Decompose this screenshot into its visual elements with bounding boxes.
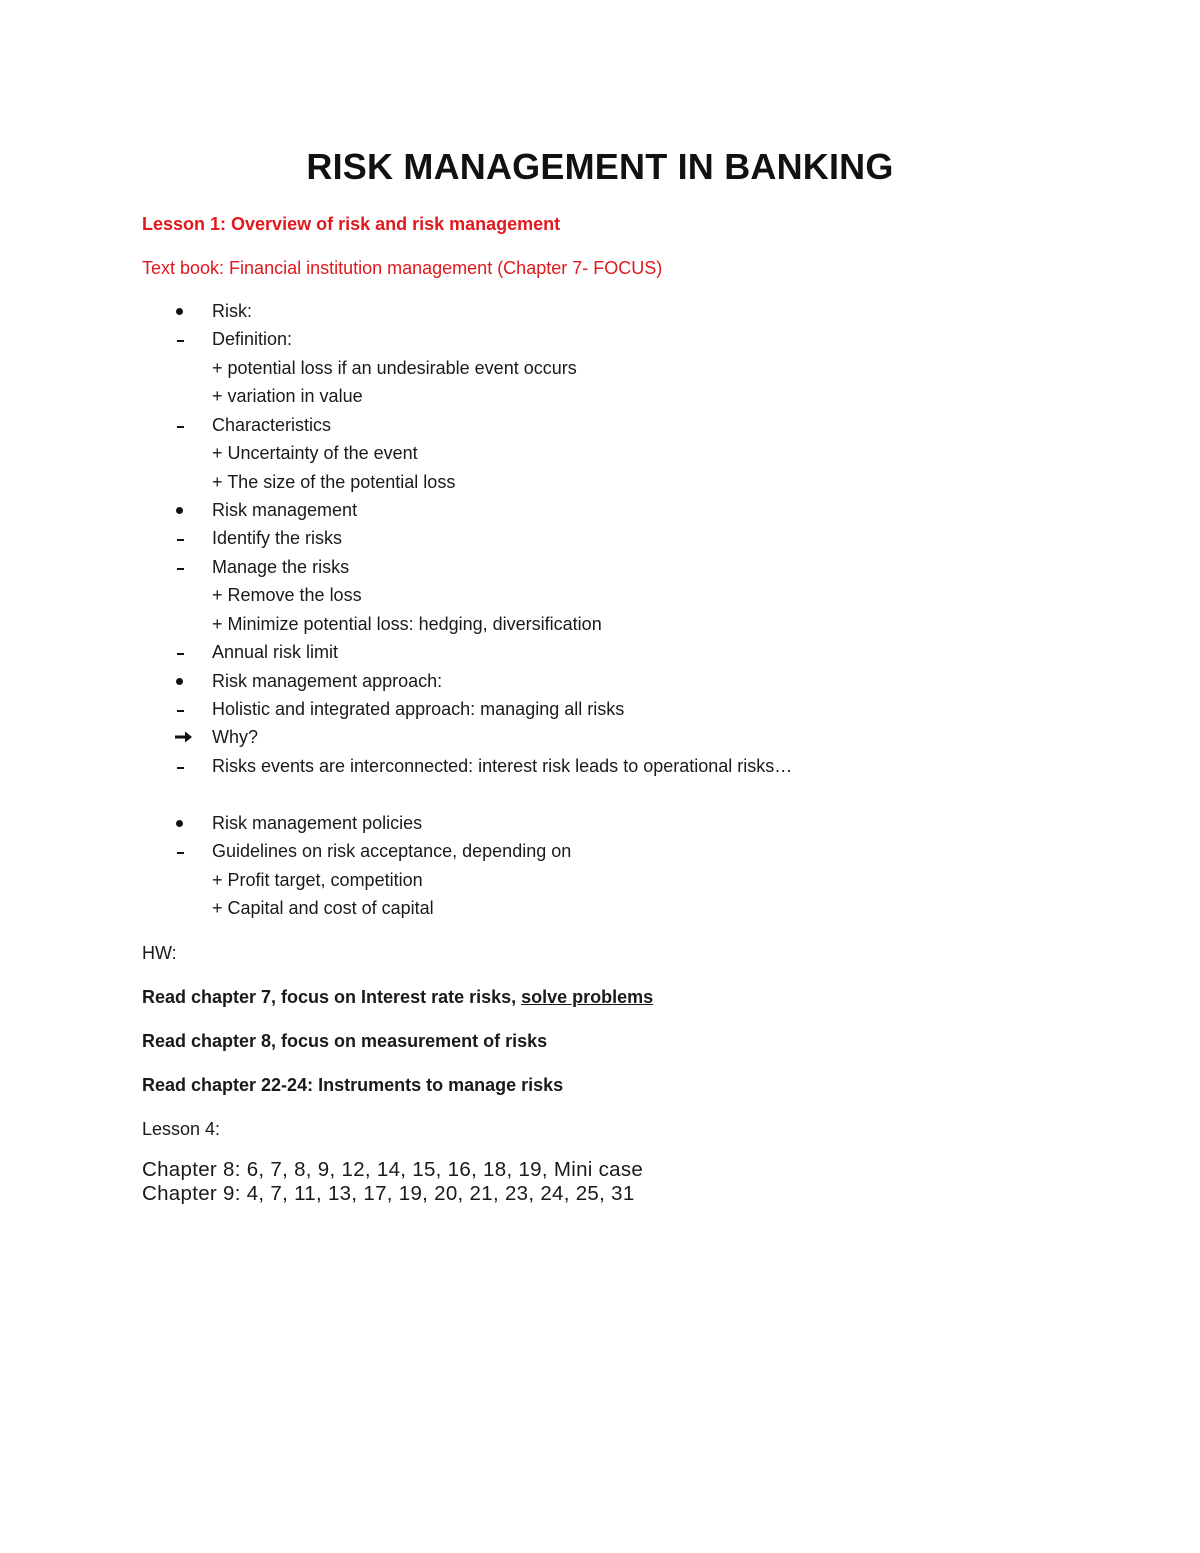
outline-item: + The size of the potential loss [212,472,456,492]
outline-item: Annual risk limit [212,642,339,662]
outline-item: Risk management approach: [212,671,443,691]
homework-item-1-text: Read chapter 7, focus on Interest rate risks, [142,987,522,1007]
outline-item: + potential loss if an undesirable event occurs [212,358,577,378]
outline-item: + Capital and cost of capital [212,898,434,918]
homework-item-1 [142,986,653,1008]
outline-item: + Minimize potential loss: hedging, diversification [212,614,602,634]
outline-item: Risks events are interconnected: interest risk leads to operational risks… [212,756,793,776]
outline-item: Risk management policies [212,813,423,833]
chapter9-exercises: Chapter 9: 4, 7, 11, 13, 17, 19, 20, 21, 23, 24, 25, 31 [142,1182,635,1205]
outline-item: Why? [212,727,259,747]
outline-item: Guidelines on risk acceptance, depending on [212,841,572,861]
textbook-reference: Text book: Financial institution management (Chapter 7- FOCUS) [142,258,663,278]
lesson1-heading: Lesson 1: Overview of risk and risk management [142,214,561,234]
outline-item: Definition: [212,329,293,349]
outline-item: + Profit target, competition [212,870,423,890]
outline-item: Manage the risks [212,557,350,577]
outline-item: Holistic and integrated approach: managing all risks [212,699,625,719]
homework-item-3: Read chapter 22-24: Instruments to manage risks [142,1075,564,1095]
outline-item: Identify the risks [212,528,343,548]
outline-item: + Uncertainty of the event [212,443,418,463]
homework-item-2: Read chapter 8, focus on measurement of risks [142,1031,548,1051]
document-title: RISK MANAGEMENT IN BANKING [306,146,894,187]
chapter8-exercises: Chapter 8: 6, 7, 8, 9, 12, 14, 15, 16, 18, 19, Mini case [142,1158,644,1181]
homework-label: HW: [142,943,177,963]
outline-item: Characteristics [212,415,332,435]
outline-item: + variation in value [212,386,363,406]
outline-item: Risk management [212,500,358,520]
outline-item: + Remove the loss [212,585,362,605]
outline-item: Risk: [212,301,252,321]
solve-problems-text: solve problems [521,987,654,1007]
lesson4-label: Lesson 4: [142,1119,221,1139]
